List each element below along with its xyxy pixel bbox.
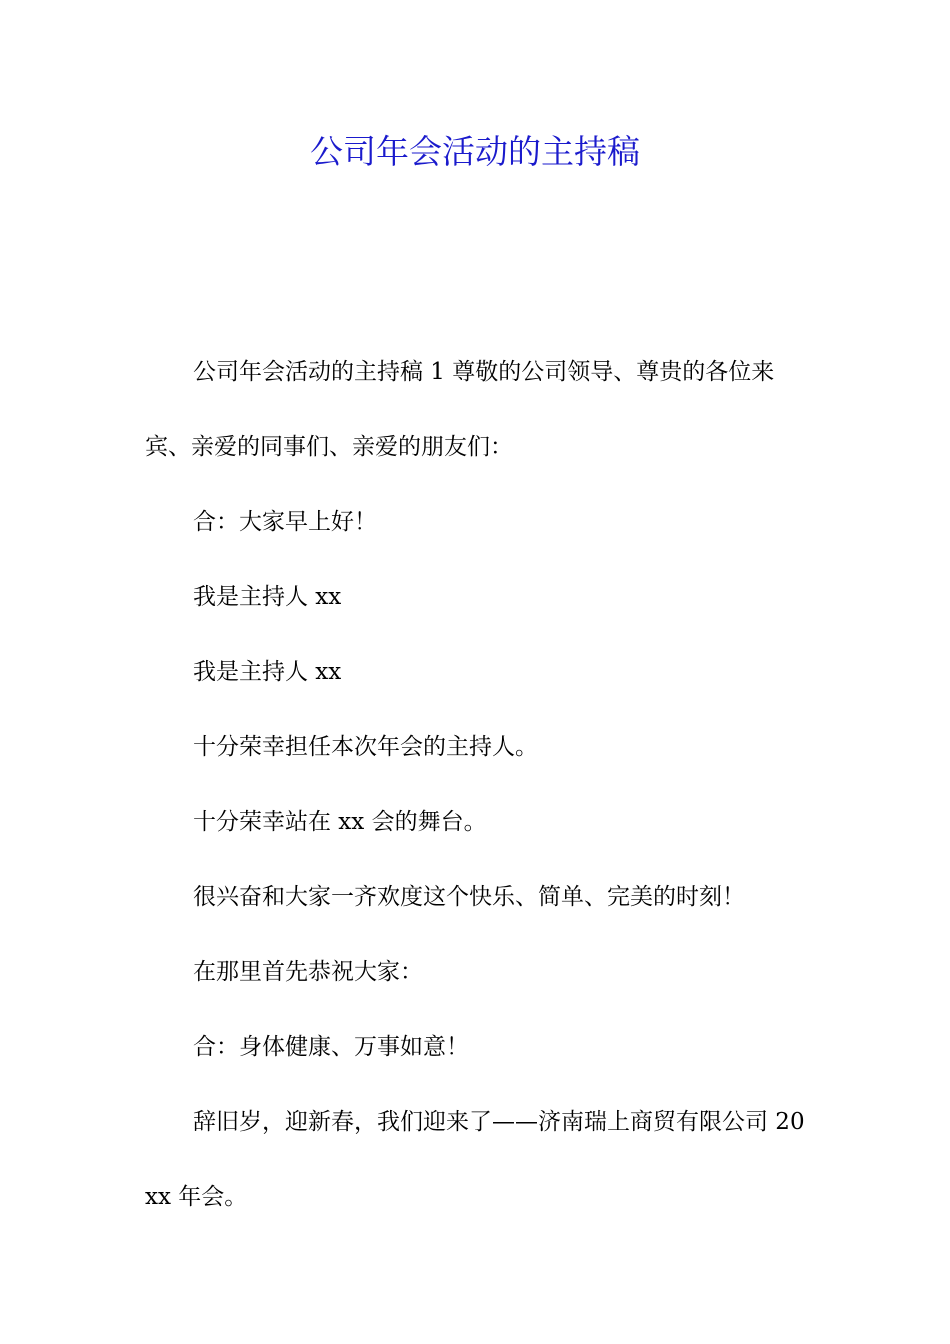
paragraph-2: 合：大家早上好！ <box>193 509 377 535</box>
paragraph-4: 我是主持人 xx <box>193 659 342 685</box>
paragraph-9: 合：身体健康、万事如意！ <box>193 1034 469 1060</box>
paragraph-3: 我是主持人 xx <box>193 584 342 610</box>
paragraph-6: 十分荣幸站在 xx 会的舞台。 <box>193 809 487 835</box>
document-body <box>145 335 810 1235</box>
paragraph-8: 在那里首先恭祝大家： <box>193 959 423 985</box>
paragraph-5: 十分荣幸担任本次年会的主持人。 <box>193 734 538 760</box>
paragraph-7: 很兴奋和大家一齐欢度这个快乐、简单、完美的时刻！ <box>193 884 745 910</box>
document-title: 公司年会活动的主持稿 <box>310 132 640 171</box>
paragraph-1: 公司年会活动的主持稿 1 尊敬的公司领导、尊贵的各位来宾、亲爱的同事们、亲爱的朋友们： <box>145 359 775 460</box>
paragraph-10: 辞旧岁，迎新春，我们迎来了——济南瑞上商贸有限公司 20xx 年会。 <box>145 1109 805 1210</box>
